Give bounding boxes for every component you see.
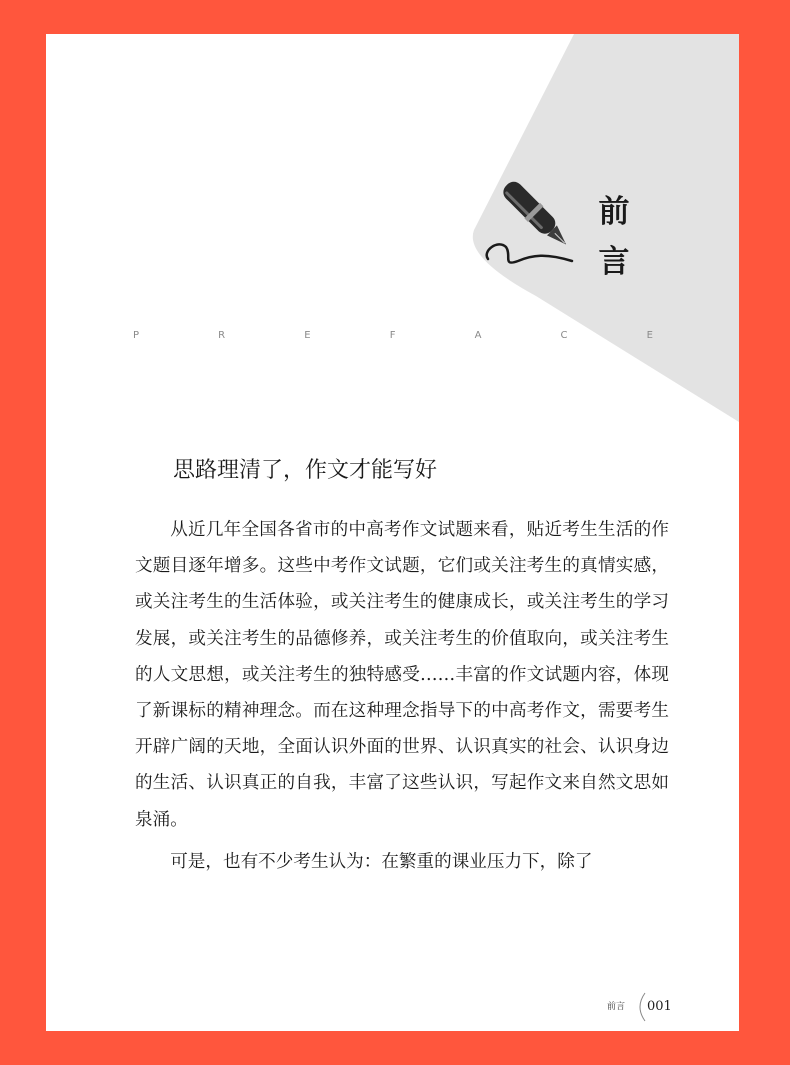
preface-letter: P — [133, 330, 140, 341]
paragraph: 可是，也有不少考生认为：在繁重的课业压力下，除了 — [170, 851, 593, 872]
preface-letter: A — [474, 330, 482, 341]
preface-letter: E — [646, 330, 653, 341]
preface-letters — [133, 329, 653, 343]
preface-letter: F — [389, 330, 396, 341]
document-page — [46, 34, 739, 1031]
footer-section-label: 前言 — [607, 1002, 626, 1012]
section-heading: 思路理清了，作文才能写好 — [173, 458, 438, 483]
preface-letter: E — [304, 330, 311, 341]
paragraph: 从近几年全国各省市的中高考作文试题来看，贴近考生生活的作文题目逐年增多。这些中考作文试题，它们或关注考生的真情实感，或关注考生的生活体验，或关注考生的健康成长，或关注考生的学习发展，或关注考生的品德修养，或关注考生的价值取向，或关注考生的人文思想，或关注考生的独特感受……丰富的作文试题内容，体现了新课标的精神理念。而在这种理念指导下的中高考作文，需要考生开辟广阔的天地，全面认识外面的世界、认识真实的社会、认识身边的生活、认识真正的自我，丰富了这些认识，写起作文来自然文思如泉涌。 — [135, 520, 669, 830]
fountain-pen-icon — [480, 167, 580, 272]
title-char-yan: 言 — [598, 244, 630, 280]
preface-letter: R — [218, 330, 226, 341]
page-number: 001 — [647, 999, 672, 1014]
corner-decoration — [46, 34, 739, 434]
title-char-qian: 前 — [598, 194, 630, 230]
article-body — [135, 512, 669, 886]
preface-letter: C — [560, 330, 568, 341]
page-number-bracket-icon — [634, 992, 646, 1022]
